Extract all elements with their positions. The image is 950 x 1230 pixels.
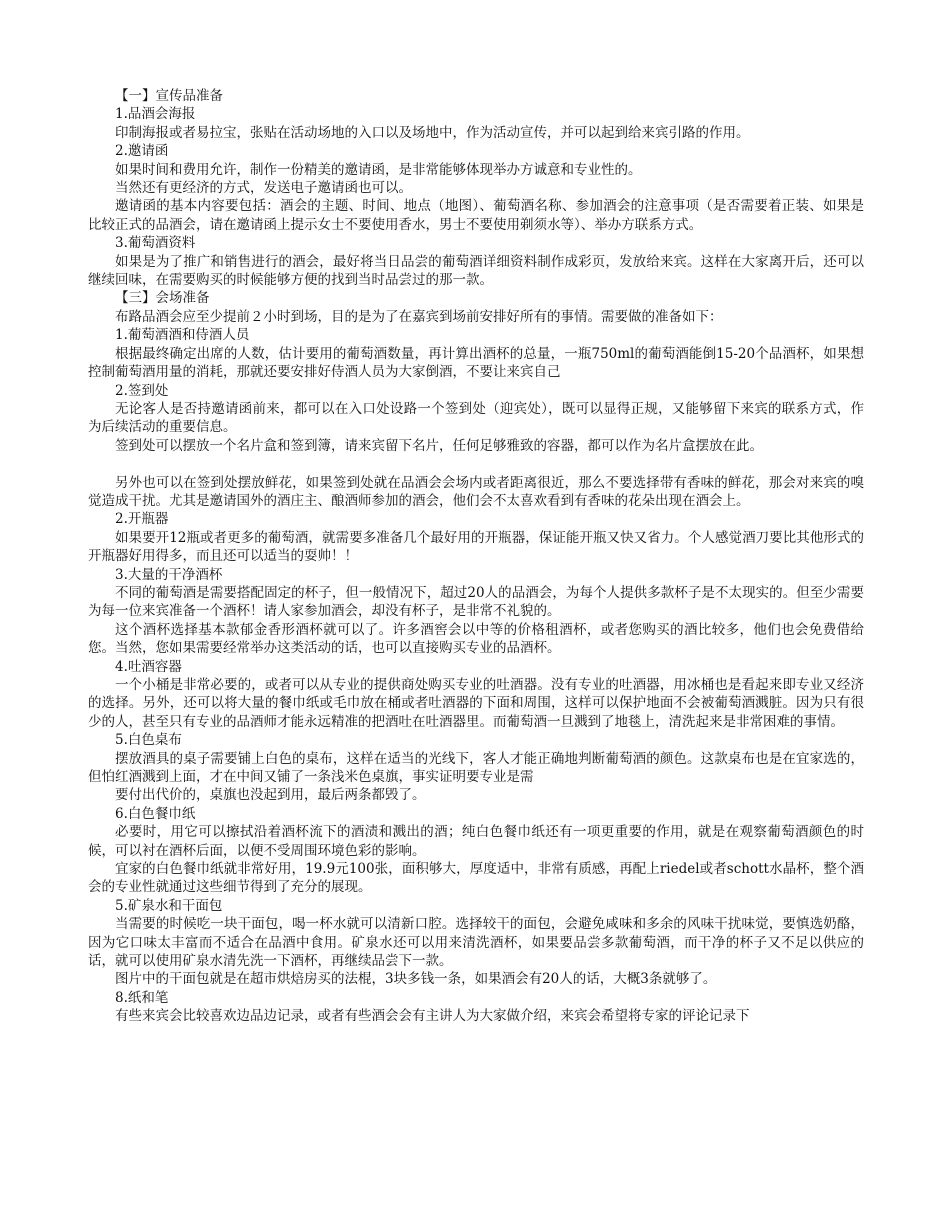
document-page [88, 87, 864, 1026]
item-heading: 3.大量的干净酒杯 [115, 566, 223, 583]
paragraph: 有些来宾会比较喜欢边品边记录，或者有些酒会会有主讲人为大家做介绍，来宾会希望将专家的评论记录下 [115, 1008, 750, 1025]
paragraph: 签到处可以摆放一个名片盒和签到簿，请来宾留下名片，任何足够雅致的容器，都可以作为名片盒摆放在此。 [115, 437, 763, 454]
paragraph: 布路品酒会应至少提前２小时到场，目的是为了在嘉宾到场前安排好所有的事情。需要做的准备如下： [115, 308, 723, 325]
paragraph: 摆放酒具的桌子需要铺上白色的桌布，这样在适当的光线下，客人才能正确地判断葡萄酒的颜色。这款桌布也是在宜家选的，但怕红酒溅到上面，才在中间又铺了一条浅米色桌旗，事实证明要专业是需 [88, 750, 864, 786]
paragraph: 邀请函的基本内容要包括：酒会的主题、时间、地点（地图）、葡萄酒名称、参加酒会的注意事项（是否需要着正装、如果是比较正式的品酒会，请在邀请函上提示女士不要使用香水，男士不要使用剃须水等）、举办方联系方式。 [88, 198, 864, 233]
paragraph: 要付出代价的，桌旗也没起到用，最后两条都毁了。 [115, 787, 426, 804]
paragraph: 无论客人是否持邀请函前来，都可以在入口处设路一个签到处（迎宾处），既可以显得正规，又能够留下来宾的联系方式，作为后续活动的重要信息。 [88, 400, 864, 436]
paragraph: 当然还有更经济的方式，发送电子邀请函也可以。 [115, 180, 412, 197]
paragraph: 印制海报或者易拉宝，张贴在活动场地的入口以及场地中，作为活动宣传，并可以起到给来宾引路的作用。 [115, 124, 750, 141]
item-heading: 1.葡萄酒酒和侍酒人员 [115, 327, 250, 344]
blank-line [88, 455, 864, 473]
paragraph: 图片中的干面包就是在超市烘焙房买的法棍，3块多钱一条，如果酒会有20人的话，大概3条就够了。 [115, 971, 717, 988]
item-heading: 5.白色桌布 [115, 732, 182, 749]
item-heading: 8.纸和笔 [115, 989, 169, 1006]
paragraph: 这个酒杯选择基本款郁金香形酒杯就可以了。许多酒窖会以中等的价格租酒杯，或者您购买的酒比较多，他们也会免费借给您。当然，您如果需要经常举办这类活动的话，也可以直接购买专业的品酒杯。 [88, 621, 864, 657]
item-heading: 5.矿泉水和干面包 [115, 897, 223, 914]
paragraph: 如果时间和费用允许，制作一份精美的邀请函，是非常能够体现举办方诚意和专业性的。 [115, 161, 642, 178]
item-heading: 2.开瓶器 [115, 511, 169, 528]
paragraph: 根据最终确定出席的人数，估计要用的葡萄酒数量，再计算出酒杯的总量，一瓶750ml的葡萄酒能倒15-20个品酒杯，如果想控制葡萄酒用量的消耗，那就还要安排好侍酒人员为大家倒酒，不要让来宾自己 [88, 345, 864, 381]
paragraph: 不同的葡萄酒是需要搭配固定的杯子，但一般情况下，超过20人的品酒会，为每个人提供多款杯子是不太现实的。但至少需要为每一位来宾准备一个酒杯！请人家参加酒会，却没有杯子，是非常不礼貌的。 [88, 584, 864, 620]
item-heading: 3.葡萄酒资料 [115, 235, 196, 252]
paragraph: 另外也可以在签到处摆放鲜花，如果签到处就在品酒会会场内或者距离很近，那么不要选择带有香味的鲜花，那会对来宾的嗅觉造成干扰。尤其是邀请国外的酒庄主、酿酒师参加的酒会，他们会不太喜欢看到有香味的花朵出现在酒会上。 [88, 474, 864, 509]
item-heading: 6.白色餐巾纸 [115, 805, 196, 822]
section-title: 【三】会场准备 [115, 290, 210, 307]
item-heading: 1.品酒会海报 [115, 106, 196, 123]
section-title: 【一】宣传品准备 [115, 88, 223, 104]
item-heading: 2.邀请函 [115, 143, 169, 160]
paragraph: 当需要的时候吃一块干面包，喝一杯水就可以清新口腔。选择较干的面包，会避免咸味和多余的风味干扰味觉，要慎选奶酪，因为它口味太丰富而不适合在品酒中食用。矿泉水还可以用来清洗酒杯，如果要品尝多款葡萄酒，而干净的杯子又不足以供应的话，就可以使用矿泉水清先洗一下酒杯，再继续品尝下一款。 [88, 916, 864, 970]
paragraph: 如果要开12瓶或者更多的葡萄酒，就需要多准备几个最好用的开瓶器，保证能开瓶又快又省力。个人感觉酒刀要比其他形式的开瓶器好用得多，而且还可以适当的耍帅！！ [88, 529, 864, 565]
paragraph: 必要时，用它可以擦拭沿着酒杯流下的酒渍和溅出的酒；纯白色餐巾纸还有一项更重要的作用，就是在观察葡萄酒颜色的时候，可以衬在酒杯后面，以便不受周围环境色彩的影响。 [88, 824, 864, 859]
item-heading: 2.签到处 [115, 382, 169, 399]
paragraph: 如果是为了推广和销售进行的酒会，最好将当日品尝的葡萄酒详细资料制作成彩页，发放给来宾。这样在大家离开后，还可以继续回味，在需要购买的时候能够方便的找到当时品尝过的那一款。 [88, 253, 864, 289]
paragraph: 宜家的白色餐巾纸就非常好用，19.9元100张，面积够大，厚度适中，非常有质感，再配上riedel或者schott水晶杯，整个酒会的专业性就通过这些细节得到了充分的展现。 [88, 861, 864, 896]
item-heading: 4.吐酒容器 [115, 658, 182, 675]
paragraph: 一个小桶是非常必要的，或者可以从专业的提供商处购买专业的吐酒器。没有专业的吐酒器，用冰桶也是看起来即专业又经济的选择。另外，还可以将大量的餐巾纸或毛巾放在桶或者吐酒器的下面和周围，这样可以保护地面不会被葡萄酒溅脏。因为只有很少的人，甚至只有专业的品酒师才能永远精准的把酒吐在吐酒器里。而葡萄酒一旦溅到了地毯上，清洗起来是非常困难的事情。 [88, 676, 864, 730]
